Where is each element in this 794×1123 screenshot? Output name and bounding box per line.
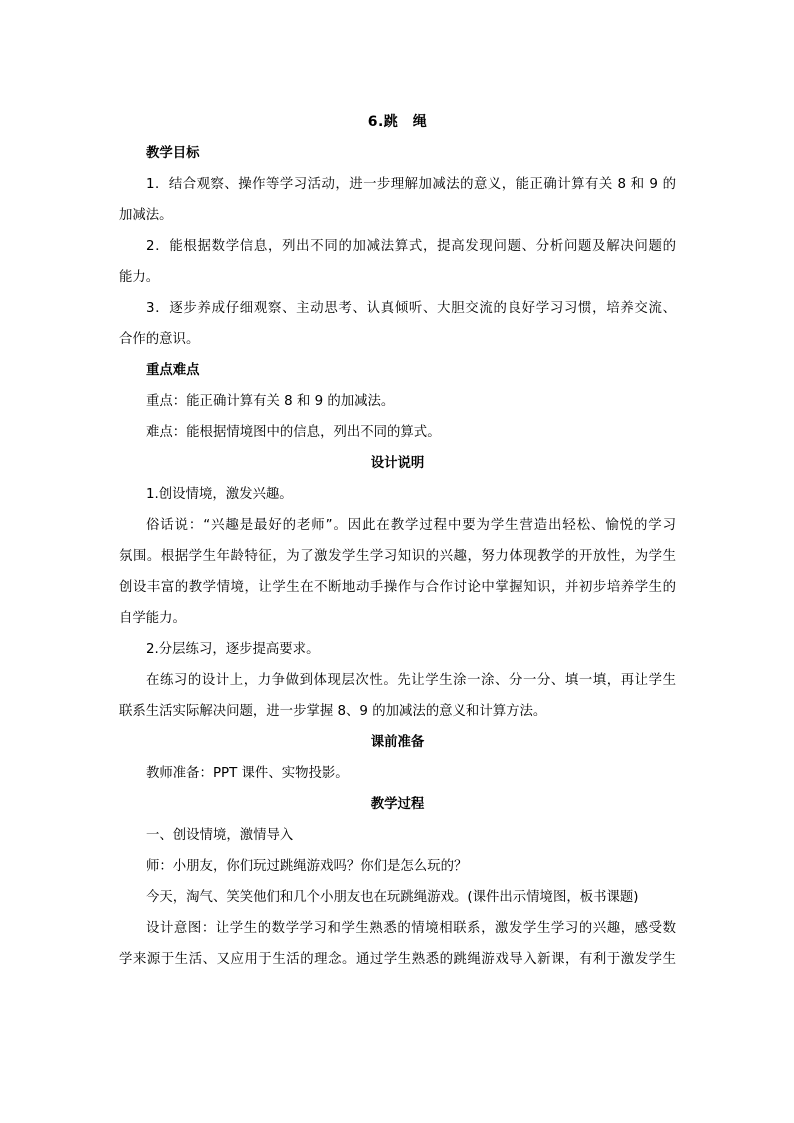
paragraph-line: 重点：能正确计算有关 8 和 9 的加减法。 xyxy=(146,394,395,409)
paragraph-line: 2．能根据数学信息，列出不同的加减法算式，提高发现问题、分析问题及解决问题的 xyxy=(146,239,676,254)
paragraph-line: 合作的意识。 xyxy=(119,332,200,347)
paragraph-line: 加减法。 xyxy=(119,208,173,223)
section-heading-key-points: 重点难点 xyxy=(146,363,200,378)
paragraph-line: 俗话说：“兴趣是最好的老师”。因此在教学过程中要为学生营造出轻松、愉悦的学习 xyxy=(146,518,676,533)
paragraph-line: 氛围。根据学生年龄特征，为了激发学生学习知识的兴趣，努力体现教学的开放性，为学生 xyxy=(119,549,676,564)
paragraph-line: 教师准备：PPT 课件、实物投影。 xyxy=(146,766,349,781)
paragraph-line: 设计意图：让学生的数学学习和学生熟悉的情境相联系，激发学生学习的兴趣，感受数 xyxy=(146,921,676,936)
document-title: 6.跳 绳 xyxy=(367,114,428,130)
document-body xyxy=(119,107,676,975)
paragraph-line: 自学能力。 xyxy=(119,611,186,626)
paragraph-line: 1.创设情境，激发兴趣。 xyxy=(146,487,293,502)
section-heading-preparation: 课前准备 xyxy=(370,735,425,750)
paragraph-line: 1．结合观察、操作等学习活动，进一步理解加减法的意义，能正确计算有关 8 和 9 的 xyxy=(146,177,676,192)
paragraph-line: 难点：能根据情境图中的信息，列出不同的算式。 xyxy=(146,425,441,440)
paragraph-line: 2.分层练习，逐步提高要求。 xyxy=(146,642,320,657)
paragraph-line: 能力。 xyxy=(119,270,160,285)
section-heading-teaching-goals: 教学目标 xyxy=(146,146,200,161)
paragraph-line: 学来源于生活、又应用于生活的理念。通过学生熟悉的跳绳游戏导入新课，有利于激发学生 xyxy=(119,952,676,967)
paragraph-line: 一、创设情境，激情导入 xyxy=(146,828,294,843)
paragraph-line: 创设丰富的教学情境，让学生在不断地动手操作与合作讨论中掌握知识，并初步培养学生的 xyxy=(119,580,676,595)
section-heading-process: 教学过程 xyxy=(370,797,425,812)
paragraph-line: 师：小朋友，你们玩过跳绳游戏吗？你们是怎么玩的？ xyxy=(146,859,468,874)
paragraph-line: 联系生活实际解决问题，进一步掌握 8、9 的加减法的意义和计算方法。 xyxy=(119,704,547,719)
paragraph-line: 今天，淘气、笑笑他们和几个小朋友也在玩跳绳游戏。(课件出示情境图，板书课题) xyxy=(146,890,639,905)
paragraph-line: 3．逐步养成仔细观察、主动思考、认真倾听、大胆交流的良好学习习惯，培养交流、 xyxy=(146,301,676,316)
paragraph-line: 在练习的设计上，力争做到体现层次性。先让学生涂一涂、分一分、填一填，再让学生 xyxy=(146,673,676,688)
section-heading-design: 设计说明 xyxy=(370,456,425,471)
